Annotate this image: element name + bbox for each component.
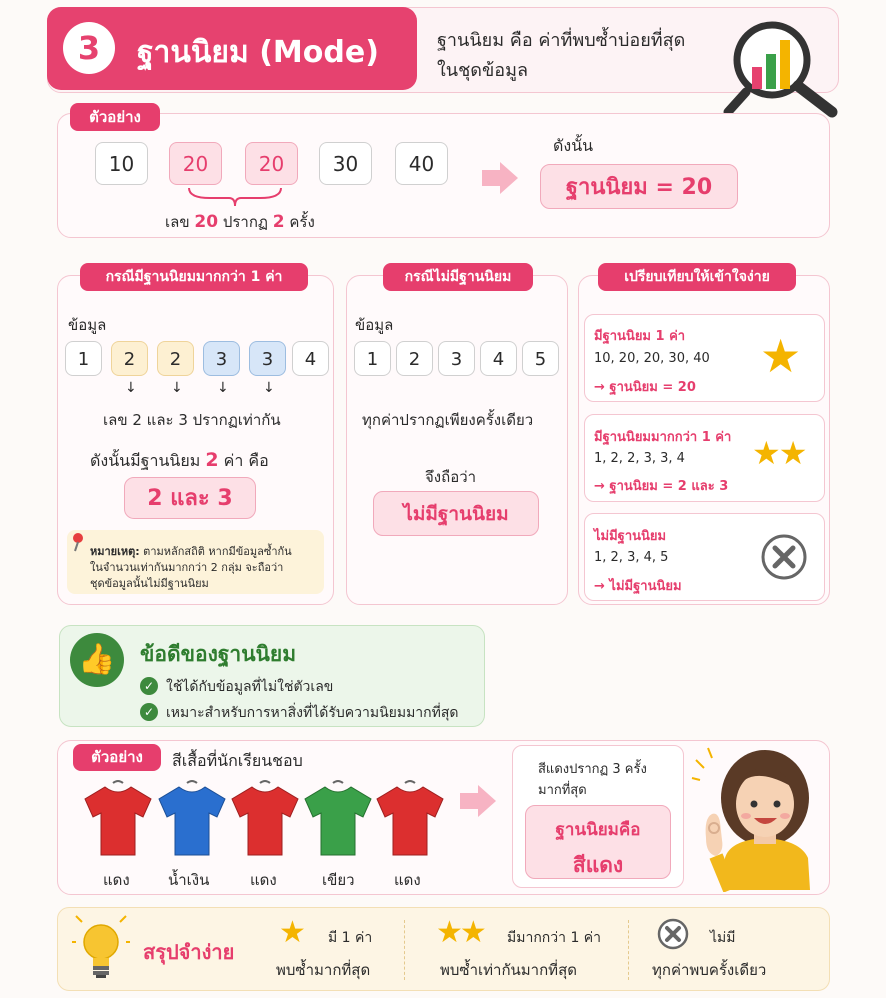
example1-value-2: 20 [169, 142, 222, 185]
compare-item-2-title: มีฐานนิยมมากกว่า 1 ค่า [594, 430, 732, 445]
multi-mode-result: 2 และ 3 [124, 477, 256, 519]
example2-result-line-1: ฐานนิยมคือ [555, 820, 641, 840]
example2-statement-line-1: สีแดงปรากฏ 3 ครั้ง [538, 762, 647, 777]
shirt-icon [375, 779, 445, 857]
example1-result: ฐานนิยม = 20 [540, 164, 738, 209]
multi-mode-value-2: 2 [111, 341, 148, 376]
compare-item-1-title: มีฐานนิยม 1 ค่า [594, 329, 686, 344]
multi-mode-value-1: 1 [65, 341, 102, 376]
compare-item-1-data: 10, 20, 20, 30, 40 [594, 351, 710, 366]
compare-item-3-data: 1, 2, 3, 4, 5 [594, 550, 669, 565]
summary-item-3-desc: ทุกค่าพบครั้งเดียว [652, 961, 767, 979]
x-circle-icon [760, 533, 808, 581]
example1-value-3: 20 [245, 142, 298, 185]
no-mode-value-5: 5 [522, 341, 559, 376]
arrow-right-icon [480, 160, 520, 196]
no-mode-result: ไม่มีฐานนิยม [373, 491, 539, 536]
example2-question: สีเสื้อที่นักเรียนชอบ [172, 751, 303, 770]
shirt-label-5: แดง [394, 871, 421, 889]
shirt-label-1: แดง [103, 871, 130, 889]
example1-note: เลข 20 ปรากฏ 2 ครั้ง [165, 212, 315, 232]
compare-item-1-result: → ฐานนิยม = 20 [594, 380, 696, 395]
multi-mode-value-6: 4 [292, 341, 329, 376]
star-icon: ★ [279, 915, 306, 950]
multi-mode-conclusion: ดังนั้นมีฐานนิยม 2 ค่า คือ [90, 449, 269, 471]
two-stars-icon: ★★ [752, 434, 806, 472]
multi-mode-value-5: 3 [249, 341, 286, 376]
example1-tag: ตัวอย่าง [70, 103, 160, 131]
multi-mode-tag: กรณีมีฐานนิยมมากกว่า 1 ค่า [80, 263, 308, 291]
no-mode-value-2: 2 [396, 341, 433, 376]
check-icon: ✓ [140, 703, 158, 721]
multi-mode-equal-text: เลข 2 และ 3 ปรากฏเท่ากัน [103, 411, 281, 429]
shirt-label-4: เขียว [322, 871, 355, 889]
summary-item-2-label: มีมากกว่า 1 ค่า [507, 930, 602, 946]
header-title-banner [47, 7, 417, 90]
compare-item-3-title: ไม่มีฐานนิยม [594, 529, 667, 544]
compare-tag: เปรียบเทียบให้เข้าใจง่าย [598, 263, 796, 291]
magnifier-chart-icon [722, 12, 842, 118]
example2-statement-line-2: มากที่สุด [538, 783, 587, 798]
down-arrow-icon: ↓ [171, 380, 183, 396]
summary-divider [404, 920, 405, 980]
example1-therefore: ดังนั้น [553, 136, 594, 155]
summary-divider [628, 920, 629, 980]
shirt-label-3: แดง [250, 871, 277, 889]
summary-title: สรุปจำง่าย [143, 940, 235, 964]
thumbs-up-icon: 👍 [70, 633, 124, 687]
example1-value-1: 10 [95, 142, 148, 185]
check-icon: ✓ [140, 677, 158, 695]
compare-item-2-data: 1, 2, 2, 3, 3, 4 [594, 451, 685, 466]
shirt-icon [83, 779, 153, 857]
example1-value-5: 40 [395, 142, 448, 185]
no-mode-value-4: 4 [480, 341, 517, 376]
shirt-icon [303, 779, 373, 857]
shirt-icon [157, 779, 227, 857]
multi-mode-note-line-3: ชุดข้อมูลนั้นไม่มีฐานนิยม [90, 577, 209, 590]
no-mode-therefore: จึงถือว่า [425, 468, 477, 486]
shirt-icon [230, 779, 300, 857]
multi-mode-value-4: 3 [203, 341, 240, 376]
multi-mode-value-3: 2 [157, 341, 194, 376]
no-mode-tag: กรณีไม่มีฐานนิยม [383, 263, 533, 291]
advantages-title: ข้อดีของฐานนิยม [140, 642, 297, 666]
no-mode-statement: ทุกค่าปรากฏเพียงครั้งเดียว [362, 411, 534, 429]
girl-ok-gesture-illustration [690, 740, 825, 892]
shirt-label-2: น้ำเงิน [168, 871, 210, 889]
down-arrow-icon: ↓ [263, 380, 275, 396]
header-number-circle: 3 [63, 22, 115, 74]
no-mode-value-1: 1 [354, 341, 391, 376]
down-arrow-icon: ↓ [217, 380, 229, 396]
pushpin-icon [70, 532, 86, 552]
x-circle-icon [657, 918, 689, 950]
down-arrow-icon: ↓ [125, 380, 137, 396]
summary-item-1-desc: พบซ้ำมากที่สุด [276, 961, 371, 979]
compare-item-3-result: → ไม่มีฐานนิยม [594, 579, 682, 594]
summary-item-3-label: ไม่มี [710, 930, 736, 946]
example2-result [525, 805, 671, 879]
one-star-icon: ★ [760, 329, 802, 383]
definition-line-1: ฐานนิยม คือ ค่าที่พบซ้ำบ่อยที่สุด [437, 30, 686, 51]
page-title: ฐานนิยม (Mode) [137, 35, 379, 70]
no-mode-data-label: ข้อมูล [355, 316, 394, 334]
advantage-item-2: เหมาะสำหรับการหาสิ่งที่ได้รับความนิยมมากที่สุด [166, 705, 459, 721]
arrow-right-icon [458, 783, 498, 819]
example1-value-4: 30 [319, 142, 372, 185]
no-mode-value-3: 3 [438, 341, 475, 376]
advantage-item-1: ใช้ได้กับข้อมูลที่ไม่ใช่ตัวเลข [166, 679, 334, 695]
two-stars-icon: ★★ [436, 915, 484, 950]
multi-mode-note-line-2: ในจำนวนเท่ากันมากกว่า 2 กลุ่ม จะถือว่า [90, 561, 284, 574]
definition-line-2: ในชุดข้อมูล [437, 60, 529, 81]
example2-tag: ตัวอย่าง [73, 744, 161, 771]
example1-bracket [185, 186, 285, 208]
summary-item-2-desc: พบซ้ำเท่ากันมากที่สุด [440, 961, 577, 979]
summary-item-1-label: มี 1 ค่า [328, 930, 373, 946]
compare-item-2-result: → ฐานนิยม = 2 และ 3 [594, 479, 729, 494]
multi-mode-note-line-1: หมายเหตุ: ตามหลักสถิติ หากมีข้อมูลซ้ำกัน [90, 545, 292, 558]
lightbulb-icon [72, 914, 130, 980]
example2-result-line-2: สีแดง [572, 853, 624, 877]
multi-mode-data-label: ข้อมูล [68, 316, 107, 334]
